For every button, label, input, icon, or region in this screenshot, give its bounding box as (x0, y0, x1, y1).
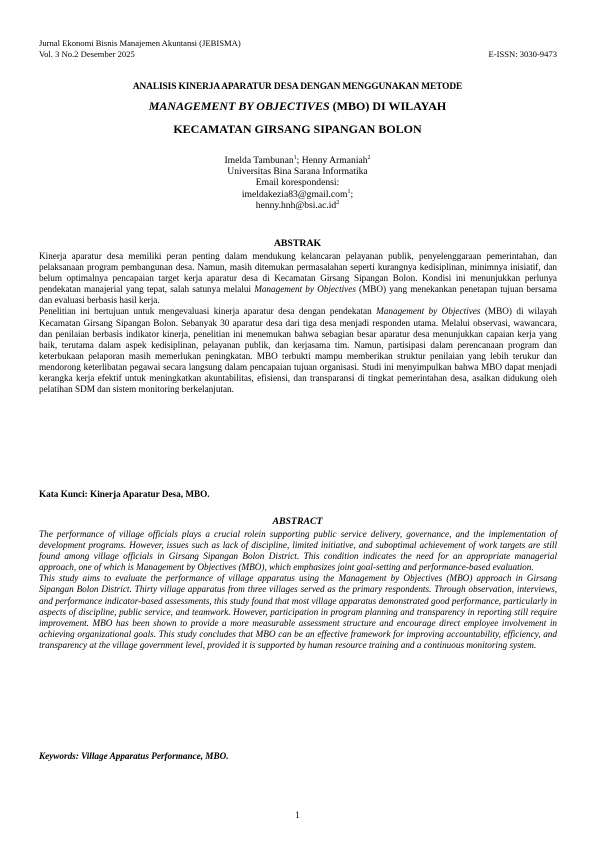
title-line-3: KECAMATAN GIRSANG SIPANGAN BOLON (173, 122, 422, 136)
issn: E-ISSN: 3030-9473 (488, 49, 557, 59)
author-block (180, 155, 415, 211)
title-line-2 (0, 99, 595, 114)
journal-name: Jurnal Ekonomi Bisnis Manajemen Akuntansi (JEBISMA) (39, 38, 241, 48)
abstrak-p1-text-b: (MBO) yang menekankan penetapan tujuan bersama dan evaluasi berbasis hasil kerja. (39, 284, 557, 306)
volume-info: Vol. 3 No.2 Desember 2025 (39, 49, 135, 59)
abstrak-body (39, 251, 557, 395)
page-number: 1 (295, 811, 300, 821)
email-2-sup: 2 (336, 199, 340, 206)
author-2: Henny Armaniah (301, 155, 368, 166)
kata-kunci: Kata Kunci: Kinerja Aparatur Desa, MBO. (39, 489, 210, 499)
email-1[interactable] (180, 189, 415, 200)
email-2-text[interactable]: henny.hnh@bsi.ac.id (255, 199, 337, 211)
abstract-body (39, 529, 557, 651)
email-1-text[interactable]: imeldakezia83@gmail.com (241, 188, 348, 200)
author-1: Imelda Tambunan (224, 155, 294, 166)
author-2-sup: 2 (367, 154, 371, 161)
abstract-paragraph-2: This study aims to evaluate the performance of village apparatus using the Management by Objectives (MBO) approach in Girsang Sipangan Bolon District. Thirty village apparatus from three villages served as the primary respondents. Through observation, interviews, and performance indicator-based assessments, this study found that most village apparatus demonstrated good performance, particularly in aspects of discipline, public service, and teamwork. However, participation in program planning and transparency in reporting still require improvement. MBO has been shown to provide a more measurable assessment structure and encourage direct employee involvement in achieving organizational goals. This study concludes that MBO can be an effective framework for improving accountability, efficiency, and transparency at the village government level, provided it is supported by human resource training and a continuous monitoring system. (39, 573, 557, 650)
abstract-heading: ABSTRACT (272, 516, 323, 527)
abstrak-p2-italic: Management by Objectives (376, 306, 481, 317)
abstrak-p1-italic: Management by Objectives (254, 284, 356, 295)
abstrak-p2-text-a: Penelitian ini bertujuan untuk mengevaluasi kinerja aparatur desa dengan pendekatan (39, 306, 377, 317)
abstrak-p1-text-a: Kinerja aparatur desa memiliki peran penting dalam mendukung kelancaran pelayanan publik, penyelenggaraan pemerintahan, dan pelaksanaan program pembangunan desa. Namun, masih ditemukan permasalahan seperti kurangnya kedisiplinan, minimnya inisiatif, dan belum optimalnya pencapaian target kerja aparatur desa di Kecamatan Girsang Sipangan Bolon. Kondisi ini menunjukkan perlunya pendekatan manajerial yang tepat, salah satunya melalui (39, 251, 557, 295)
abstrak-paragraph-2 (39, 306, 557, 395)
email-2[interactable] (180, 200, 415, 211)
abstrak-p2-text-b: (MBO) di wilayah Kecamatan Girsang Sipangan Bolon. Sebanyak 30 aparatur desa dari tiga desa menjadi responden utama. Melalui observasi, wawancara, dan penilaian berbasis indikator kinerja, penelitian ini menemukan bahwa sebagian besar aparatur desa menunjukkan capaian kerja yang baik, terutama dalam aspek kedisiplinan, pelayanan publik, dan kerjasama tim. Namun, partisipasi dalam perencanaan program dan keterbukaan pelaporan masih memerlukan peningkatan. MBO terbukti mampu memberikan struktur penilaian yang lebih terukur dan mendorong keterlibatan pegawai secara langsung dalam pencapaian tujuan organisasi. Studi ini menyimpulkan bahwa MBO dapat menjadi kerangka kerja efektif untuk meningkatkan akuntabilitas, efisiensi, dan transparansi di tingkat pemerintahan desa, asalkan didukung oleh pelatihan SDM dan sistem monitoring berkelanjutan. (39, 306, 558, 395)
title-italic: MANAGEMENT BY OBJECTIVES (148, 99, 330, 113)
abstrak-heading: ABSTRAK (273, 238, 322, 249)
author-1-sup: 1 (293, 154, 297, 161)
abstract-paragraph-1: The performance of village officials plays a crucial rolein supporting public service delivery, governance, and the implementation of development programs. However, issues such as lack of discipline, limited initiative, and suboptimal achievement of work targets are still found among village officials in Girsang Sipangan Bolon District. This condition indicates the need for an appropriate managerial approach, one of which is Management by Objectives (MBO), which emphasizes joint goal-setting and performance-based evaluation. (39, 529, 557, 573)
author-names (180, 155, 415, 166)
abstrak-paragraph-1 (39, 251, 557, 306)
affiliation: Universitas Bina Sarana Informatika (227, 166, 368, 178)
title-line-2-rest: (MBO) DI WILAYAH (329, 99, 447, 113)
title-line-1: ANALISIS KINERJA APARATUR DESA DENGAN MENGGUNAKAN METODE (132, 82, 463, 92)
email-1-sup: 1 (347, 188, 351, 195)
author-sep: ; (296, 155, 302, 166)
correspondence-label: Email korespondensi: (255, 177, 340, 189)
keywords: Keywords: Village Apparatus Performance, MBO. (39, 751, 229, 761)
email-1-suffix: ; (350, 188, 354, 200)
